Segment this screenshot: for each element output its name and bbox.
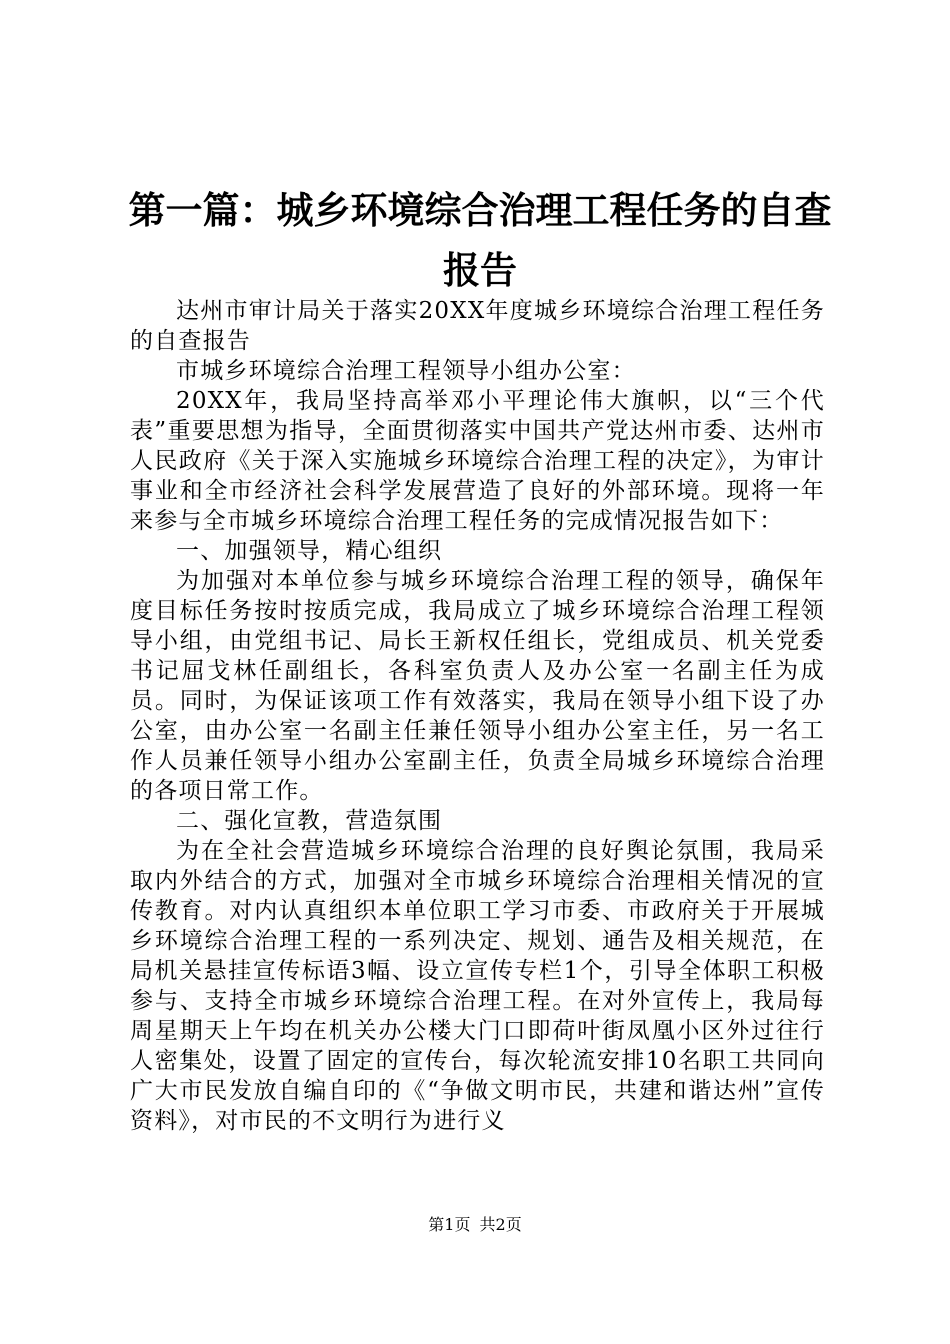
- paragraph-section-2: 为在全社会营造城乡环境综合治理的良好舆论氛围，我局采取内外结合的方式，加强对全市城乡环境综合治理相关情况的宣传教育。对内认真组织本单位职工学习市委、市政府关于开展城乡环境综合治理工程的一系列决定、规划、通告及相关规范，在局机关悬挂宣传标语3幅、设立宣传专栏1个，引导全体职工积极参与、支持全市城乡环境综合治理工程。在对外宣传上，我局每周星期天上午均在机关办公楼大门口即荷叶街凤凰小区外过往行人密集处，设置了固定的宣传台，每次轮流安排10名职工共同向广大市民发放自编自印的《“争做文明市民，共建和谐达州”宣传资料》，对市民的不文明行为进行义: [130, 838, 825, 1134]
- page-number: 第1页: [428, 1215, 471, 1234]
- section-heading-2: 二、强化宣教，营造氛围: [176, 808, 443, 834]
- page-total: 共2页: [479, 1215, 522, 1234]
- document-body: [130, 296, 825, 1136]
- page-footer: [0, 1215, 950, 1235]
- paragraph-heading-line: 达州市审计局关于落实20XX年度城乡环境综合治理工程任务的自查报告: [130, 298, 825, 354]
- section-heading-1: 一、加强领导，精心组织: [176, 538, 443, 564]
- paragraph-intro: 20XX年，我局坚持高举邓小平理论伟大旗帜，以“三个代表”重要思想为指导，全面贯彻落实中国共产党达州市委、达州市人民政府《关于深入实施城乡环境综合治理工程的决定》，为审计事业和全市经济社会科学发展营造了良好的外部环境。现将一年来参与全市城乡环境综合治理工程任务的完成情况报告如下：: [130, 388, 825, 534]
- paragraph-section-1: 为加强对本单位参与城乡环境综合治理工程的领导，确保年度目标任务按时按质完成，我局成立了城乡环境综合治理工程领导小组，由党组书记、局长王新权任组长，党组成员、机关党委书记屈戈林任副组长，各科室负责人及办公室一名副主任为成员。同时，为保证该项工作有效落实，我局在领导小组下设了办公室，由办公室一名副主任兼任领导小组办公室主任，另一名工作人员兼任领导小组办公室副主任，负责全局城乡环境综合治理的各项日常工作。: [130, 568, 825, 804]
- document-title: 第一篇：城乡环境综合治理工程任务的自查报告: [128, 188, 832, 292]
- paragraph-addressee: 市城乡环境综合治理工程领导小组办公室：: [176, 358, 636, 384]
